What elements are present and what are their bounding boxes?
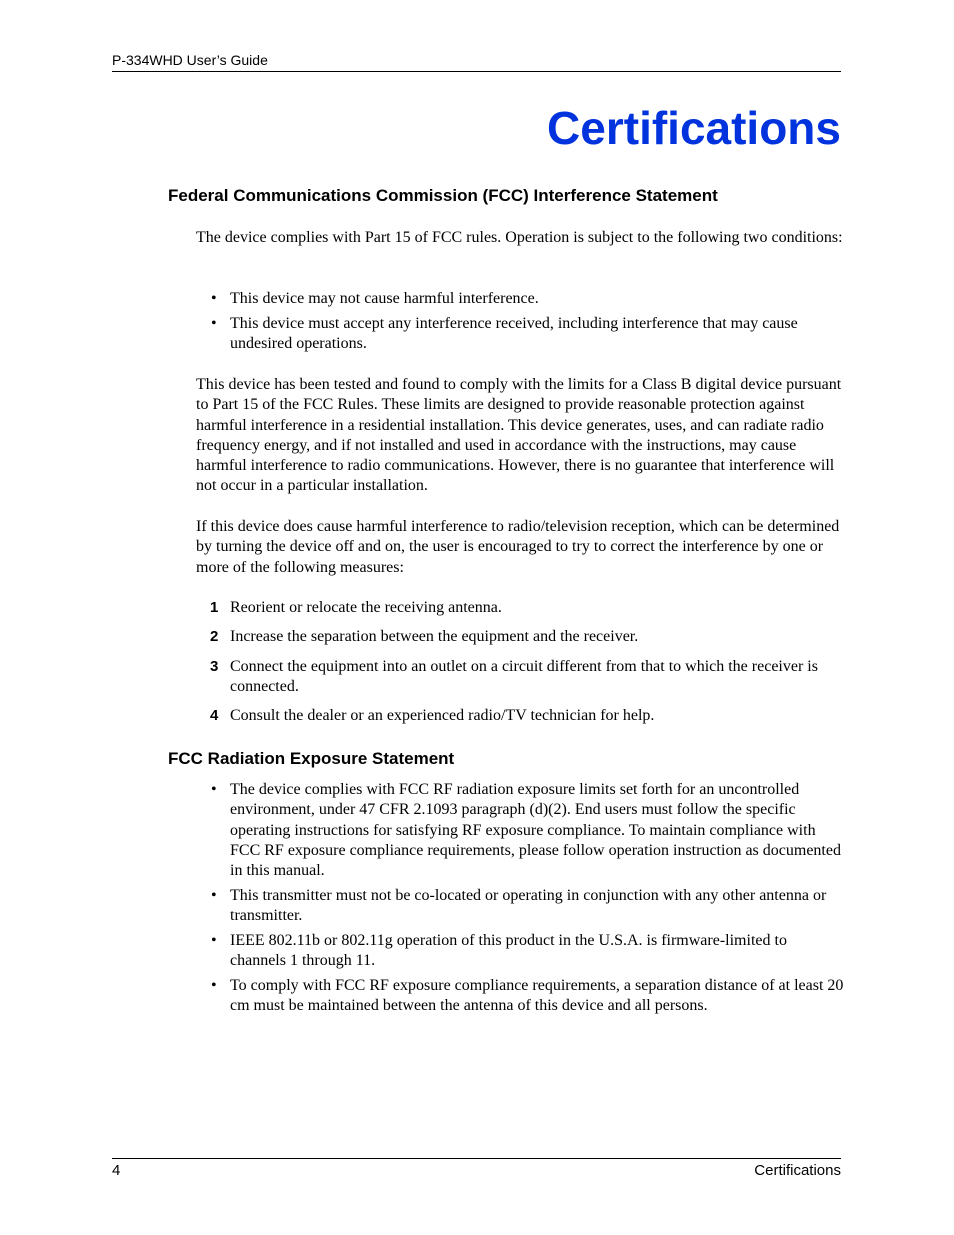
conditions-list bbox=[196, 289, 846, 359]
list-item bbox=[196, 931, 846, 972]
fcc-interference-heading: Federal Communications Commission (FCC) Interference Statement bbox=[168, 186, 718, 205]
step-number: 2 bbox=[210, 628, 219, 646]
bullet-icon: • bbox=[211, 781, 217, 798]
measures-intro-paragraph: If this device does cause harmful interference to radio/television reception, which can be determined by turning the device off and on, the user is encouraged to try to correct the interference by one or more of the following measures: bbox=[196, 518, 840, 576]
list-item-text: To comply with FCC RF exposure compliance requirements, a separation distance of at least 20 cm must be maintained between the antenna of this device and all persons. bbox=[230, 977, 844, 1015]
list-item bbox=[196, 706, 846, 726]
step-number: 4 bbox=[210, 707, 219, 725]
list-item-text: Reorient or relocate the receiving antenna. bbox=[230, 599, 502, 616]
list-item-text: Connect the equipment into an outlet on a circuit different from that to which the receiver is connected. bbox=[230, 657, 818, 695]
fcc-intro-paragraph: The device complies with Part 15 of FCC rules. Operation is subject to the following two conditions: bbox=[196, 229, 843, 246]
list-item bbox=[196, 627, 846, 647]
fcc-radiation-heading: FCC Radiation Exposure Statement bbox=[168, 749, 455, 768]
footer-section-name: Certifications bbox=[754, 1162, 841, 1179]
bullet-icon: • bbox=[211, 932, 217, 950]
list-item bbox=[196, 289, 846, 309]
footer-divider bbox=[112, 1158, 841, 1159]
page-number: 4 bbox=[112, 1162, 121, 1179]
step-number: 1 bbox=[210, 599, 219, 616]
list-item-text: Increase the separation between the equipment and the receiver. bbox=[230, 628, 639, 646]
step-number: 3 bbox=[210, 657, 219, 675]
list-item bbox=[196, 976, 846, 1017]
list-item bbox=[196, 657, 846, 698]
bullet-icon: • bbox=[211, 314, 217, 332]
class-b-testing-paragraph: This device has been tested and found to comply with the limits for a Class B digital device pursuant to Part 15 of the FCC Rules. These limits are designed to provide reasonable protection against harmful interference in a residential installation. This device generates, uses, and can radiate radio frequency energy, and if not installed and used in accordance with the instructions, may cause harmful interference to radio communications. However, there is no guarantee that interference will not occur in a particular installation. bbox=[196, 376, 842, 495]
list-item bbox=[196, 886, 846, 927]
header-divider bbox=[112, 71, 841, 72]
page-title: Certifications bbox=[547, 102, 841, 154]
list-item-text: This transmitter must not be co-located or operating in conjunction with any other antenna or transmitter. bbox=[230, 886, 827, 925]
list-item-text: The device complies with FCC RF radiation exposure limits set forth for an uncontrolled environment, under 47 CFR 2.1093 paragraph (d)(2). End users must follow the specific operating instructions for satisfying RF exposure compliance. To maintain compliance with FCC RF exposure compliance requirements, please follow operation instruction as documented in this manual. bbox=[230, 781, 841, 880]
bullet-icon: • bbox=[211, 977, 217, 995]
bullet-icon: • bbox=[211, 290, 217, 307]
measures-list bbox=[196, 598, 846, 735]
radiation-list bbox=[196, 780, 846, 1021]
list-item-text: IEEE 802.11b or 802.11g operation of this product in the U.S.A. is firmware-limited to channels 1 through 11. bbox=[230, 932, 787, 970]
bullet-icon: • bbox=[211, 886, 217, 904]
list-item-text: This device may not cause harmful interference. bbox=[230, 290, 539, 307]
list-item bbox=[196, 598, 846, 618]
list-item-text: Consult the dealer or an experienced radio/TV technician for help. bbox=[230, 707, 655, 725]
list-item bbox=[196, 780, 846, 881]
running-header: P-334WHD User’s Guide bbox=[112, 52, 268, 68]
list-item bbox=[196, 314, 846, 355]
list-item-text: This device must accept any interference received, including interference that may cause undesired operations. bbox=[230, 314, 798, 353]
